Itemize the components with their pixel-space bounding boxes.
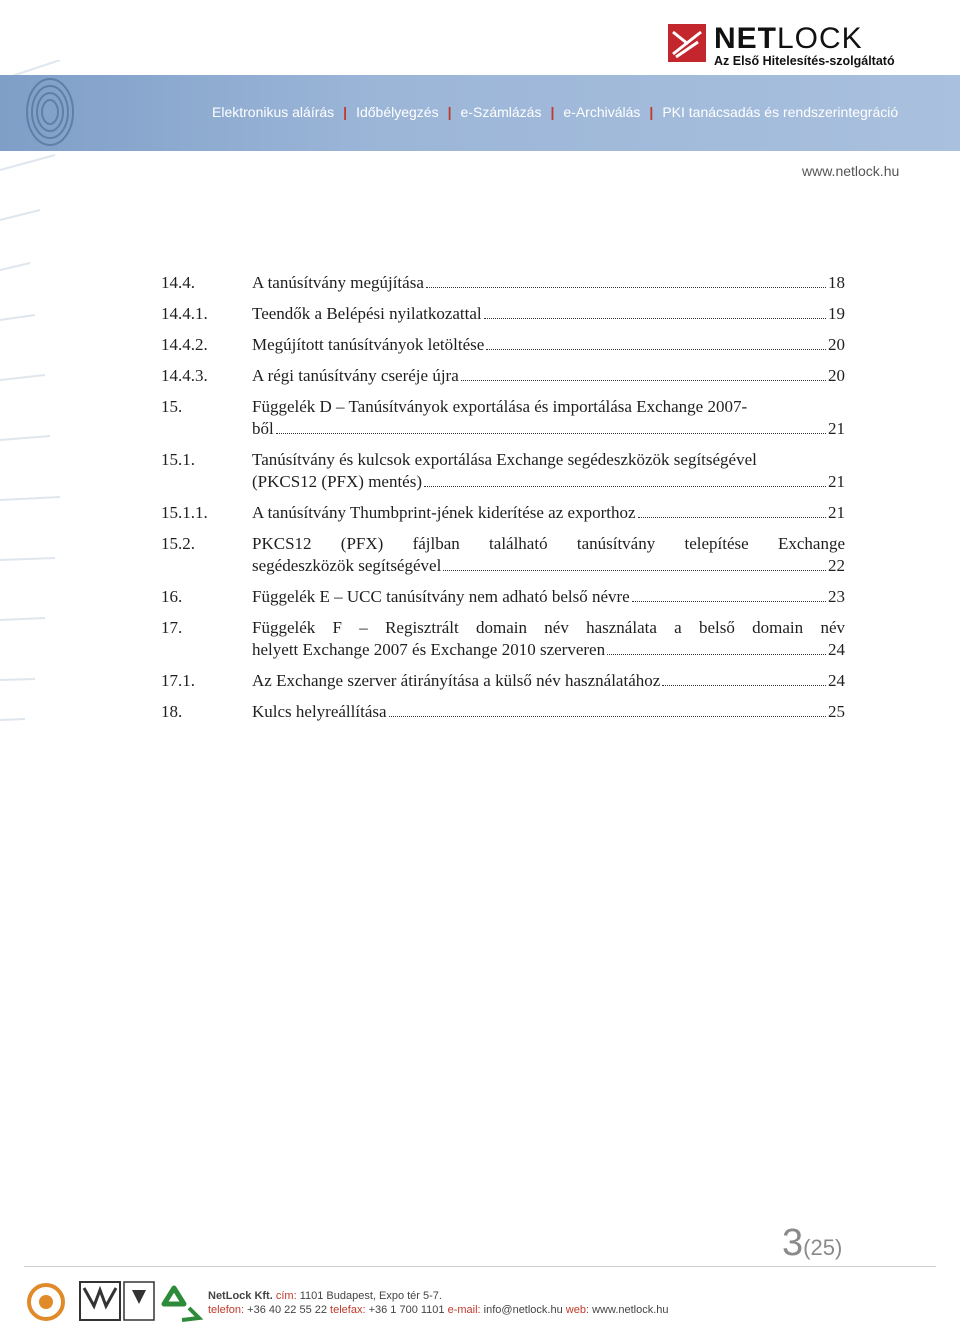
toc-leader [276,433,826,434]
footer-address: 1101 Budapest, Expo tér 5-7. [299,1290,442,1302]
toc-leader [638,517,827,518]
toc-number: 15. [161,397,183,416]
footer-address-label: cím: [275,1290,297,1302]
toc-leader [443,570,826,571]
toc-title: Megújított tanúsítványok letöltése [252,335,485,354]
footer-web[interactable]: www.netlock.hu [592,1304,669,1316]
footer-web-label: web: [565,1304,590,1316]
toc-leader [662,685,826,686]
table-of-contents [161,272,845,732]
footer-fax-label: telefax: [330,1304,366,1316]
toc-entry[interactable] [161,670,845,692]
logo-tagline: Az Első Hitelesítés-szolgáltató [714,54,895,68]
toc-page: 25 [828,702,845,721]
toc-page: 23 [828,587,845,606]
toc-number: 14.4. [161,273,195,292]
toc-number: 15.1.1. [161,503,208,522]
toc-title: Függelék E – UCC tanúsítvány nem adható belső névre [252,587,630,606]
footer-email[interactable]: info@netlock.hu [483,1304,563,1316]
nav-separator: | [447,104,452,120]
footer-fax: +36 1 700 1101 [368,1304,445,1316]
service-nav [212,104,898,120]
toc-page: 24 [828,671,845,690]
toc-entry[interactable] [161,701,845,723]
toc-entry[interactable] [161,617,845,661]
fingerprint-icon [18,72,78,164]
toc-entry[interactable] [161,502,845,524]
toc-page: 21 [828,503,845,522]
toc-entry[interactable] [161,365,845,387]
page-number [782,1222,842,1265]
footer-line-1 [208,1289,669,1303]
toc-entry[interactable] [161,272,845,294]
toc-leader [424,486,826,487]
nav-item-timestamp[interactable]: Időbélyegzés [356,104,439,120]
toc-title: (PKCS12 (PFX) mentés) [252,472,423,491]
toc-entry[interactable] [161,334,845,356]
recycle-icon [164,1288,199,1320]
toc-number: 14.4.1. [161,304,208,323]
footer-email-label: e-mail: [447,1304,481,1316]
toc-title-line: Függelék D – Tanúsítványok exportálása és importálása Exchange 2007- [252,397,748,416]
toc-title: A régi tanúsítvány cseréje újra [252,366,459,385]
toc-title: segédeszközök segítségével [252,556,442,575]
toc-leader [389,716,826,717]
toc-page: 21 [828,472,845,491]
toc-title-line: Függelék F – Regisztrált domain név használata a belső domain név [252,618,845,637]
toc-number: 17.1. [161,671,195,690]
sgs-logo-icon [29,1285,63,1319]
toc-number: 14.4.2. [161,335,208,354]
toc-entry[interactable] [161,303,845,325]
toc-entry[interactable] [161,396,845,440]
toc-leader [607,654,826,655]
toc-number: 15.1. [161,450,195,469]
nav-item-e-signature[interactable]: Elektronikus aláírás [212,104,335,120]
toc-title: Az Exchange szerver átirányítása a külső név használatához [252,671,661,690]
toc-page: 20 [828,366,845,385]
logo-wordmark: NETLOCK [714,22,863,55]
netlock-logo-mark-icon [668,24,706,62]
toc-title-line: PKCS12 (PFX) fájlban található tanúsítvány telepítése Exchange [252,534,845,553]
netlock-logo [668,24,918,70]
toc-leader [461,380,826,381]
toc-number: 18. [161,702,183,721]
toc-number: 14.4.3. [161,366,208,385]
toc-leader [484,318,826,319]
toc-entry[interactable] [161,586,845,608]
toc-page: 22 [828,556,845,575]
page-total: (25) [803,1235,843,1260]
toc-page: 24 [828,640,845,659]
toc-entry[interactable] [161,533,845,577]
toc-number: 16. [161,587,183,606]
footer-phone: +36 40 22 55 22 [247,1304,327,1316]
nav-separator: | [649,104,654,120]
toc-title-line: Tanúsítvány és kulcsok exportálása Exchange segédeszközök segítségével [252,450,757,469]
toc-leader [632,601,826,602]
toc-title: A tanúsítvány Thumbprint-jének kiderítése az exporthoz [252,503,636,522]
toc-page: 18 [828,273,845,292]
certification-logos [24,1278,209,1324]
moody-logo-icon [80,1282,120,1320]
footer-divider [24,1266,936,1267]
toc-page: 19 [828,304,845,323]
footer-line-2 [208,1303,669,1317]
footer-phone-label: telefon: [208,1304,245,1316]
nav-separator: | [550,104,555,120]
toc-title: A tanúsítvány megújítása [252,273,424,292]
toc-number: 15.2. [161,534,195,553]
footer-contact [208,1289,669,1317]
toc-title: Kulcs helyreállítása [252,702,387,721]
toc-page: 20 [828,335,845,354]
nav-separator: | [343,104,348,120]
toc-title: Teendők a Belépési nyilatkozattal [252,304,482,323]
ukas-logo-icon [124,1282,154,1320]
toc-entry[interactable] [161,449,845,493]
nav-item-pki-consulting[interactable]: PKI tanácsadás és rendszerintegráció [662,104,899,120]
toc-page: 21 [828,419,845,438]
header-url[interactable]: www.netlock.hu [802,163,900,179]
toc-number: 17. [161,618,183,637]
toc-title: ből [252,419,274,438]
page-current: 3 [782,1222,804,1264]
toc-leader [426,287,826,288]
toc-title: helyett Exchange 2007 és Exchange 2010 szerveren [252,640,606,659]
nav-item-e-invoicing[interactable]: e-Számlázás [460,104,542,120]
toc-leader [486,349,826,350]
nav-item-e-archiving[interactable]: e-Archiválás [563,104,641,120]
footer-company: NetLock Kft. [208,1290,273,1302]
